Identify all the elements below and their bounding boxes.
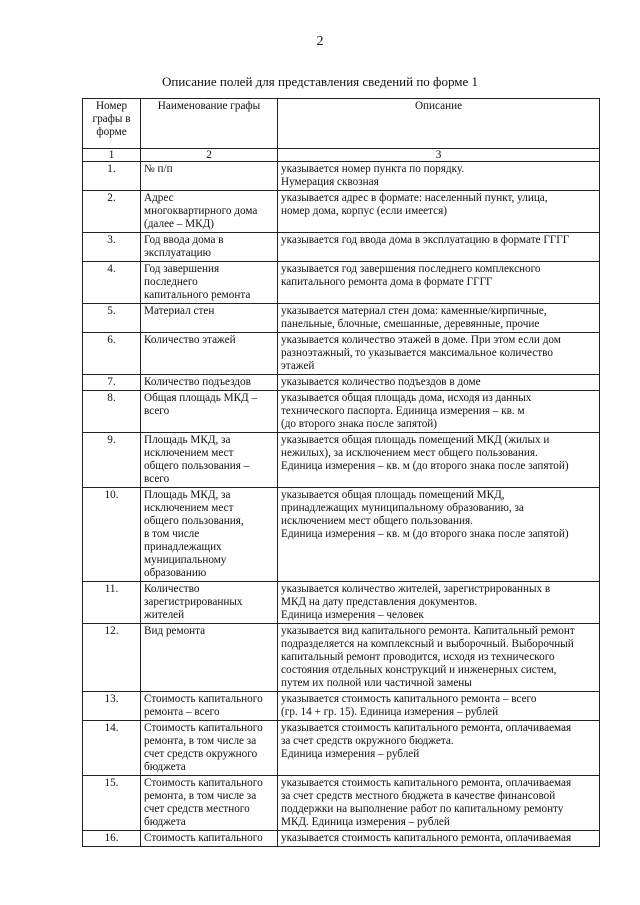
- fields-description-table: [82, 98, 600, 847]
- row-field-name: Адрес многоквартирного дома (далее – МКД): [141, 191, 278, 233]
- row-description: указывается адрес в формате: населенный пункт, улица, номер дома, корпус (если имеется): [278, 191, 600, 233]
- table-row: [83, 776, 600, 831]
- row-description: указывается год завершения последнего комплексного капитального ремонта дома в формате ГГГГ: [278, 262, 600, 304]
- table-row: [83, 333, 600, 375]
- row-description: указывается стоимость капитального ремонта – всего (гр. 14 + гр. 15). Единица измерения – рублей: [278, 692, 600, 721]
- column-index: 2: [141, 149, 278, 162]
- row-number: 12.: [83, 624, 141, 692]
- row-number: 5.: [83, 304, 141, 333]
- row-description: указывается общая площадь дома, исходя из данных технического паспорта. Единица измерения – кв. м (до второго знака после запятой): [278, 391, 600, 433]
- row-number: 2.: [83, 191, 141, 233]
- header-column-number: Номер графы в форме: [83, 99, 141, 149]
- header-description: Описание: [278, 99, 600, 149]
- row-description: указывается количество этажей в доме. При этом если дом разноэтажный, то указывается максимальное количество этажей: [278, 333, 600, 375]
- row-description: указывается стоимость капитального ремонта, оплачиваемая за счет средств местного бюджета в качестве финансовой поддержки на выполнение работ по капитальному ремонту МКД. Единица измерения – рублей: [278, 776, 600, 831]
- table-row: [83, 304, 600, 333]
- row-field-name: Вид ремонта: [141, 624, 278, 692]
- row-number: 7.: [83, 375, 141, 391]
- row-description: указывается номер пункта по порядку. Нумерация сквозная: [278, 162, 600, 191]
- table-row: [83, 721, 600, 776]
- row-description: указывается год ввода дома в эксплуатацию в формате ГГГГ: [278, 233, 600, 262]
- row-description: указывается общая площадь помещений МКД (жилых и нежилых), за исключением мест общего пользования. Единица измерения – кв. м (до второго знака после запятой): [278, 433, 600, 488]
- table-row: [83, 191, 600, 233]
- table-row: [83, 692, 600, 721]
- row-field-name: Материал стен: [141, 304, 278, 333]
- row-field-name: № п/п: [141, 162, 278, 191]
- table-row: [83, 162, 600, 191]
- row-number: 9.: [83, 433, 141, 488]
- column-index: 3: [278, 149, 600, 162]
- table-row: [83, 488, 600, 582]
- document-title: Описание полей для представления сведений по форме 1: [161, 74, 479, 89]
- row-description: указывается количество жителей, зарегистрированных в МКД на дату представления документов. Единица измерения – человек: [278, 582, 600, 624]
- header-column-name: Наименование графы: [141, 99, 278, 149]
- table-row: [83, 262, 600, 304]
- row-number: 6.: [83, 333, 141, 375]
- column-index-row: [83, 149, 600, 162]
- row-description: указывается количество подъездов в доме: [278, 375, 600, 391]
- row-field-name: Стоимость капитального ремонта, в том числе за счет средств окружного бюджета: [141, 721, 278, 776]
- table-header-row: [83, 99, 600, 149]
- row-number: 16.: [83, 831, 141, 847]
- row-number: 3.: [83, 233, 141, 262]
- row-field-name: Год завершения последнего капитального ремонта: [141, 262, 278, 304]
- row-field-name: Количество подъездов: [141, 375, 278, 391]
- table-row: [83, 433, 600, 488]
- table-row: [83, 582, 600, 624]
- row-number: 8.: [83, 391, 141, 433]
- row-field-name: Стоимость капитального ремонта – всего: [141, 692, 278, 721]
- row-description: указывается стоимость капитального ремонта, оплачиваемая за счет средств окружного бюджета. Единица измерения – рублей: [278, 721, 600, 776]
- row-number: 15.: [83, 776, 141, 831]
- row-field-name: Общая площадь МКД – всего: [141, 391, 278, 433]
- row-description: указывается материал стен дома: каменные/кирпичные, панельные, блочные, смешанные, деревянные, прочие: [278, 304, 600, 333]
- column-index: 1: [83, 149, 141, 162]
- page-number: 2: [316, 34, 324, 49]
- row-field-name: Площадь МКД, за исключением мест общего пользования, в том числе принадлежащих муниципальному образованию: [141, 488, 278, 582]
- row-field-name: Количество зарегистрированных жителей: [141, 582, 278, 624]
- table-row: [83, 391, 600, 433]
- table-row: [83, 375, 600, 391]
- row-number: 14.: [83, 721, 141, 776]
- table-row: [83, 233, 600, 262]
- row-field-name: Площадь МКД, за исключением мест общего пользования – всего: [141, 433, 278, 488]
- row-number: 10.: [83, 488, 141, 582]
- row-field-name: Стоимость капитального ремонта, в том числе за счет средств местного бюджета: [141, 776, 278, 831]
- table-row: [83, 624, 600, 692]
- row-field-name: Стоимость капитального: [141, 831, 278, 847]
- row-number: 1.: [83, 162, 141, 191]
- row-number: 4.: [83, 262, 141, 304]
- row-field-name: Год ввода дома в эксплуатацию: [141, 233, 278, 262]
- row-number: 11.: [83, 582, 141, 624]
- row-description: указывается стоимость капитального ремонта, оплачиваемая: [278, 831, 600, 847]
- row-number: 13.: [83, 692, 141, 721]
- row-field-name: Количество этажей: [141, 333, 278, 375]
- row-description: указывается общая площадь помещений МКД, принадлежащих муниципальному образованию, за исключением мест общего пользования. Единица измерения – кв. м (до второго знака после запятой): [278, 488, 600, 582]
- row-description: указывается вид капитального ремонта. Капитальный ремонт подразделяется на комплексный и выборочный. Выборочный капитальный ремонт проводится, исходя из технического состояния отдельных конструкций и инженерных систем, путем их полной или частичной замены: [278, 624, 600, 692]
- table-row: [83, 831, 600, 847]
